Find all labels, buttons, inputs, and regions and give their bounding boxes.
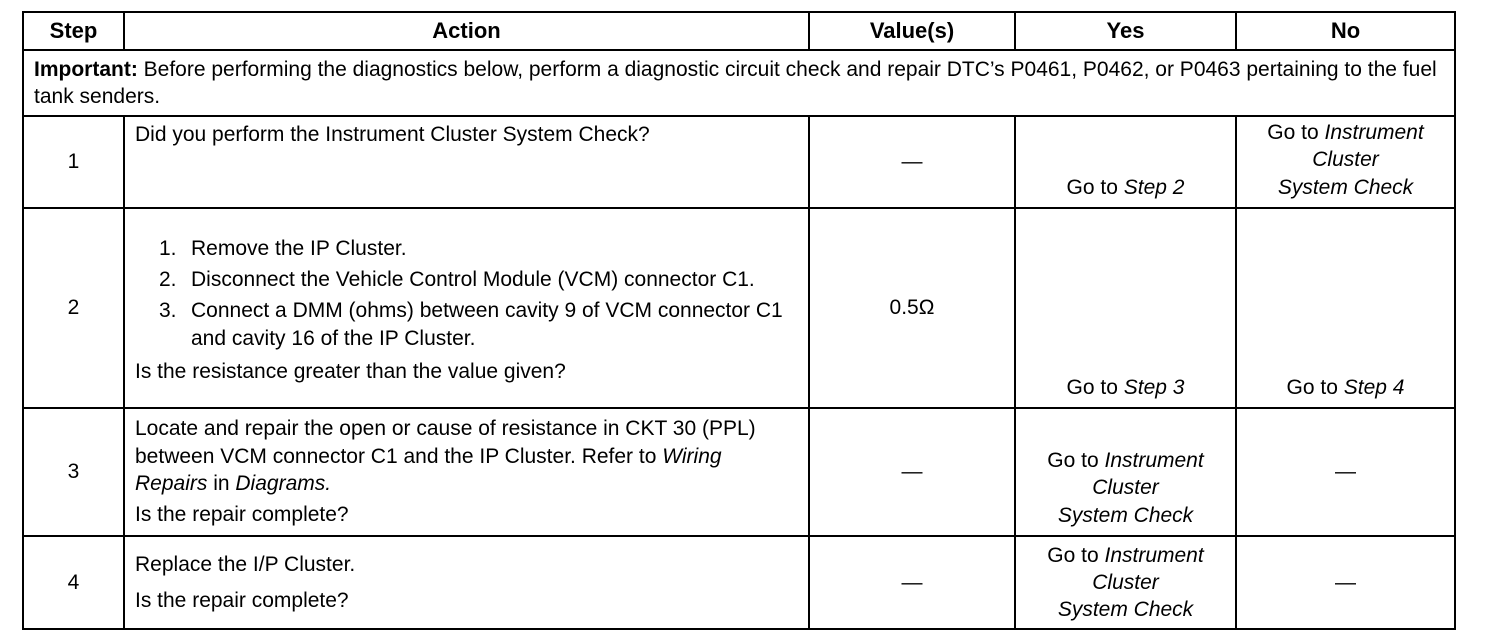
list-text: Disconnect the Vehicle Control Module (VCM) connector C1. — [191, 268, 755, 292]
no-cell: — — [1236, 536, 1455, 629]
list-text: Remove the IP Cluster. — [191, 236, 407, 260]
header-step: Step — [23, 12, 124, 50]
step-number: 4 — [23, 536, 124, 629]
value-cell: — — [809, 116, 1015, 208]
action-question: Is the resistance greater than the value given? — [135, 359, 566, 383]
yes-step-link[interactable]: Step 3 — [1123, 375, 1185, 399]
diagnostic-table — [22, 11, 1456, 630]
no-cell: — — [1236, 408, 1455, 536]
action-text: Did you perform the Instrument Cluster System Check? — [124, 116, 809, 208]
no-cell — [1236, 116, 1455, 208]
action-cell — [124, 536, 809, 629]
action-question: Is the repair complete? — [135, 503, 349, 527]
yes-cell — [1015, 408, 1236, 536]
no-step-link[interactable]: Step 4 — [1343, 375, 1405, 399]
yes-step-link[interactable]: Step 2 — [1123, 175, 1185, 199]
list-item — [159, 235, 798, 262]
header-row — [23, 12, 1455, 50]
step-number: 2 — [23, 208, 124, 408]
yes-prefix: Go to — [1066, 175, 1124, 199]
table-row — [23, 408, 1455, 536]
yes-prefix: Go to — [1066, 375, 1124, 399]
important-label: Important: — [34, 57, 138, 81]
list-number: 2. — [159, 268, 177, 292]
value-cell: — — [809, 536, 1015, 629]
table-row — [23, 208, 1455, 408]
yes-cell — [1015, 536, 1236, 629]
no-ref-line-2[interactable]: Cluster — [1312, 148, 1379, 172]
list-item — [159, 297, 798, 352]
table-row — [23, 536, 1455, 629]
yes-ref-line-3[interactable]: System Check — [1057, 598, 1194, 622]
yes-cell — [1015, 116, 1236, 208]
action-list — [135, 235, 798, 352]
step-number: 1 — [23, 116, 124, 208]
diagrams-link[interactable]: Diagrams. — [235, 472, 332, 495]
action-text: Replace the I/P Cluster. — [135, 553, 356, 577]
header-values: Value(s) — [809, 12, 1015, 50]
action-cell — [124, 208, 809, 408]
header-action: Action — [124, 12, 809, 50]
yes-cell — [1015, 208, 1236, 408]
header-yes: Yes — [1015, 12, 1236, 50]
no-ref-line-1[interactable]: Instrument — [1324, 121, 1424, 144]
yes-prefix: Go to — [1047, 449, 1105, 473]
header-no: No — [1236, 12, 1455, 50]
list-item — [159, 266, 798, 293]
no-cell — [1236, 208, 1455, 408]
yes-prefix: Go to — [1047, 543, 1105, 567]
list-text: Connect a DMM (ohms) between cavity 9 of VCM connector C1 and cavity 16 of the IP Cluster. — [191, 299, 783, 350]
no-prefix: Go to — [1267, 121, 1325, 144]
yes-ref-line-2[interactable]: Cluster — [1092, 570, 1159, 594]
action-question: Is the repair complete? — [135, 588, 349, 612]
value-cell: 0.5Ω — [809, 208, 1015, 408]
yes-ref-line-3[interactable]: System Check — [1057, 503, 1194, 527]
action-text: Locate and repair the open or cause of resistance in CKT 30 (PPL) between VCM connector C1 and the IP Cluster. Refer to — [135, 417, 756, 468]
yes-ref-line-1[interactable]: Instrument — [1104, 543, 1204, 567]
wiring-repairs-link[interactable]: Wiring Repairs — [135, 444, 722, 495]
yes-ref-line-1[interactable]: Instrument — [1104, 449, 1204, 473]
important-row — [23, 50, 1455, 116]
list-number: 1. — [159, 236, 177, 260]
no-prefix: Go to — [1286, 375, 1344, 399]
important-note — [23, 50, 1455, 116]
step-number: 3 — [23, 408, 124, 536]
action-text-mid: in — [207, 472, 236, 495]
important-text: Before performing the diagnostics below, perform a diagnostic circuit check and repair DTC’s P0461, P0462, or P0463 pertaining to the fuel tank senders. — [34, 57, 1437, 108]
yes-ref-line-2[interactable]: Cluster — [1092, 476, 1159, 500]
list-number: 3. — [159, 299, 177, 323]
no-ref-line-3[interactable]: System Check — [1277, 175, 1414, 199]
value-cell: — — [809, 408, 1015, 536]
action-cell — [124, 408, 809, 536]
table-row — [23, 116, 1455, 208]
